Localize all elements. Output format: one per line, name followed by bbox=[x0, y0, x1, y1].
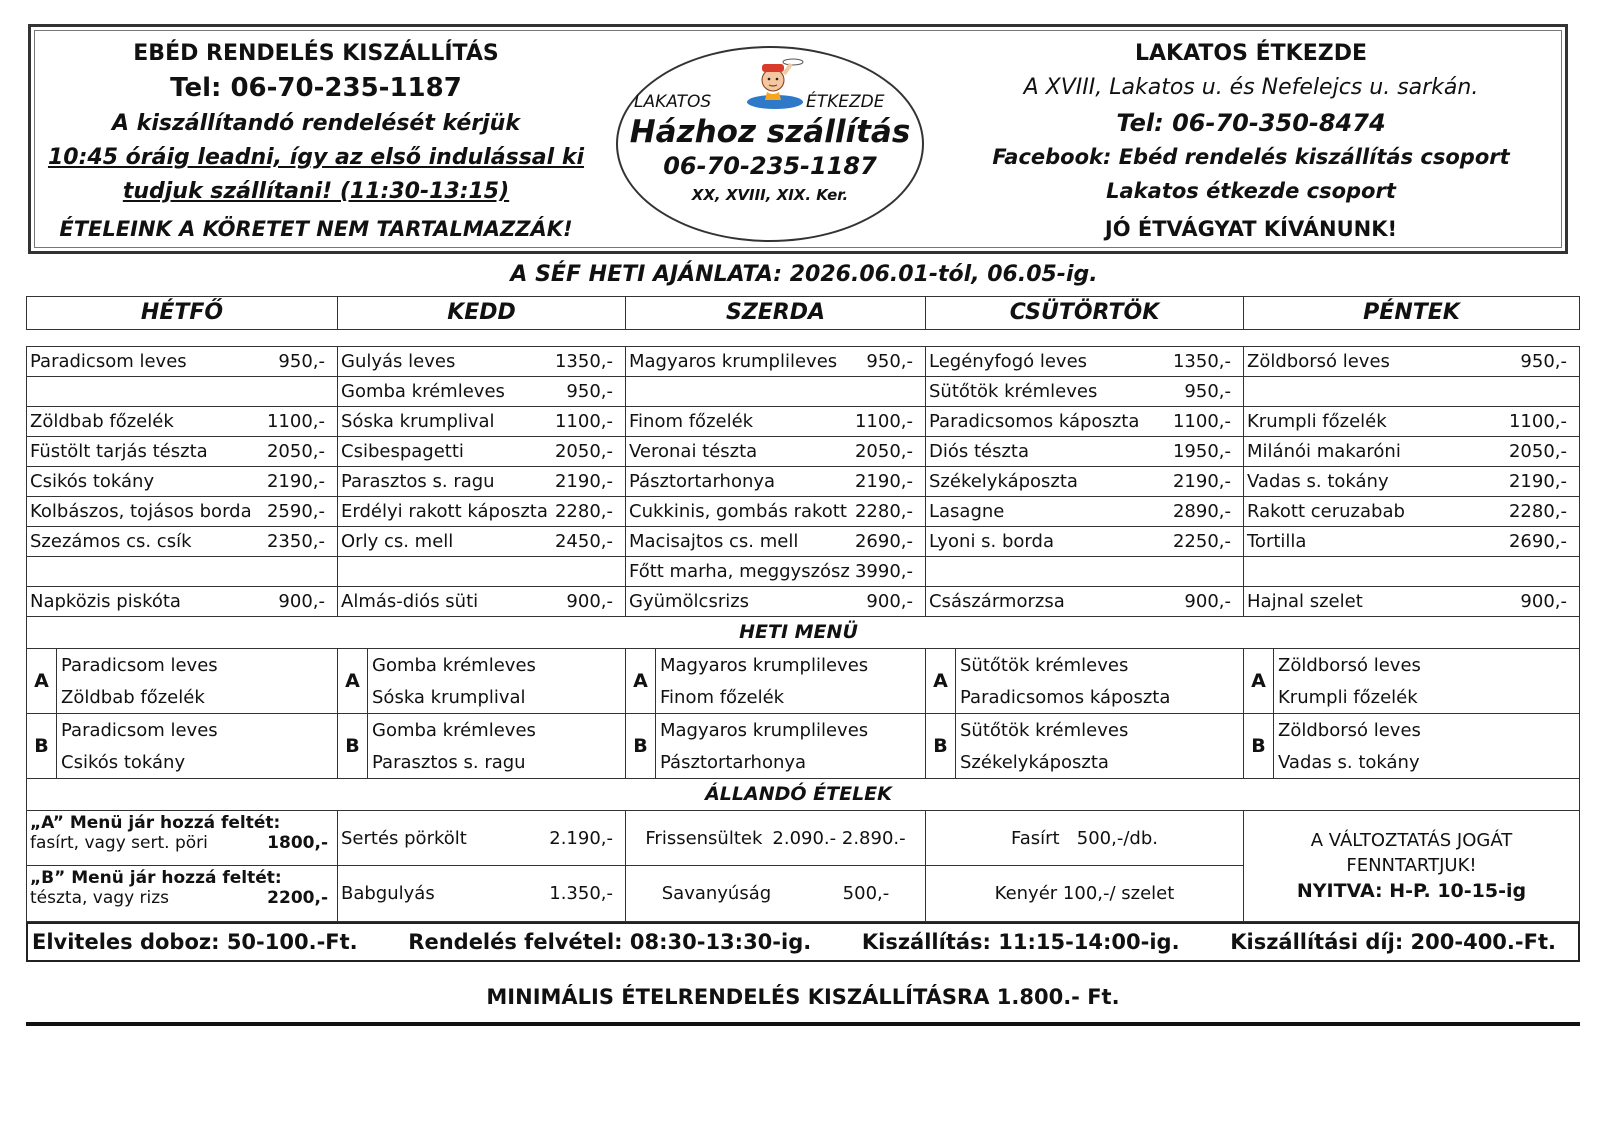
dish-cell-wednesday bbox=[626, 587, 926, 616]
menu-grid bbox=[26, 346, 1580, 922]
dish-name: Főtt marha, meggyszósz bbox=[629, 561, 850, 582]
dish-name: Székelykáposzta bbox=[929, 471, 1078, 492]
menu-main: Zöldbab főzelék bbox=[61, 686, 205, 708]
logo-phone: 06-70-235-1187 bbox=[663, 152, 877, 180]
dish-cell-tuesday bbox=[338, 467, 626, 496]
dish-price: 900,- bbox=[278, 591, 325, 612]
dish-name: Finom főzelék bbox=[629, 411, 754, 432]
dish-price: 2050,- bbox=[1508, 441, 1567, 462]
permanent-item-2-name: Babgulyás bbox=[341, 883, 435, 904]
weekly-menu-title-row bbox=[27, 617, 1579, 649]
dish-price: 2450,- bbox=[554, 531, 613, 552]
menu-main: Székelykáposzta bbox=[960, 751, 1109, 773]
weekly-menu-a-friday bbox=[1244, 649, 1579, 713]
dish-cell-monday bbox=[27, 527, 338, 556]
menu-letter: A bbox=[27, 649, 57, 713]
opening-hours: NYITVA: H-P. 10-15-ig bbox=[1296, 880, 1527, 902]
dish-name: Magyaros krumplileves bbox=[629, 351, 838, 372]
footer-order-hours: Rendelés felvétel: 08:30-13:30-ig. bbox=[408, 930, 812, 954]
dish-cell-monday bbox=[27, 347, 338, 376]
weekly-menu-a-monday bbox=[27, 649, 338, 713]
menu-lines bbox=[656, 714, 868, 778]
dish-name: Parasztos s. ragu bbox=[341, 471, 495, 492]
dish-cell-monday bbox=[27, 587, 338, 616]
dish-price: 2350,- bbox=[266, 531, 325, 552]
dish-price: 2590,- bbox=[266, 501, 325, 522]
menu-letter: B bbox=[1244, 714, 1274, 778]
menu-main: Paradicsomos káposzta bbox=[960, 686, 1171, 708]
permanent-item-4-name: Savanyúság bbox=[661, 883, 772, 904]
permanent-item-2-price: 1.350,- bbox=[549, 883, 613, 904]
permanent-item-5: Fasírt 500,-/db. bbox=[926, 811, 1243, 866]
permanent-title-row bbox=[27, 779, 1579, 811]
menu-letter: A bbox=[1244, 649, 1274, 713]
weekly-menu-b-row bbox=[27, 714, 1579, 779]
dish-price: 1100,- bbox=[1508, 411, 1567, 432]
minimum-order-note: MINIMÁLIS ÉTELRENDELÉS KISZÁLLÍTÁSRA 1.800.- Ft. bbox=[486, 985, 1120, 1009]
permanent-title: ÁLLANDÓ ÉTELEK bbox=[705, 783, 892, 805]
permanent-item-1-name: Sertés pörkölt bbox=[341, 827, 467, 849]
dish-price: 2890,- bbox=[1172, 501, 1231, 522]
weekly-menu-b-thursday bbox=[926, 714, 1244, 778]
dish-price: 1100,- bbox=[266, 411, 325, 432]
weekly-menu-a-tuesday bbox=[338, 649, 626, 713]
menu-soup: Gomba krémleves bbox=[372, 719, 536, 741]
dish-name: Gyümölcsrizs bbox=[629, 591, 750, 612]
logo-right-word: ÉTKEZDE bbox=[806, 92, 885, 112]
permanent-item-3-price: 2.090.- 2.890.- bbox=[772, 827, 906, 849]
day-header-tuesday: KEDD bbox=[338, 297, 626, 329]
menu-lines bbox=[656, 649, 868, 713]
menu-letter: B bbox=[338, 714, 368, 778]
dish-cell-thursday bbox=[926, 437, 1244, 466]
menu-main: Parasztos s. ragu bbox=[372, 751, 526, 773]
dish-name: Zöldbab főzelék bbox=[30, 411, 174, 432]
footer-takeaway-box: Elviteles doboz: 50-100.-Ft. bbox=[32, 930, 358, 954]
menu-main: Sóska krumplival bbox=[372, 686, 526, 708]
dish-cell-thursday bbox=[926, 527, 1244, 556]
day-header-monday: HÉTFŐ bbox=[27, 297, 338, 329]
weekly-menu-a-wednesday bbox=[626, 649, 926, 713]
dish-price: 1350,- bbox=[554, 351, 613, 372]
dish-cell-thursday bbox=[926, 407, 1244, 436]
dish-cell-thursday bbox=[926, 347, 1244, 376]
dish-price: 950,- bbox=[1184, 381, 1231, 402]
dish-cell-thursday bbox=[926, 377, 1244, 406]
menu-main: Pásztortarhonya bbox=[660, 751, 807, 773]
dish-row bbox=[27, 557, 1579, 587]
dish-cell-monday bbox=[27, 407, 338, 436]
dish-cell-tuesday bbox=[338, 377, 626, 406]
dish-name: Paradicsomos káposzta bbox=[929, 411, 1140, 432]
dish-name: Erdélyi rakott káposzta bbox=[341, 501, 548, 522]
dish-price: 2050,- bbox=[554, 441, 613, 462]
dish-cell-tuesday bbox=[338, 497, 626, 526]
logo-left-word: LAKATOS bbox=[634, 92, 712, 112]
right-group: Lakatos étkezde csoport bbox=[1106, 179, 1396, 203]
week-title: A SÉF HETI AJÁNLATA: 2026.06.01-tól, 06.05-ig. bbox=[510, 262, 1098, 287]
left-title: EBÉD RENDELÉS KISZÁLLÍTÁS bbox=[133, 41, 499, 66]
dish-cell-wednesday bbox=[626, 377, 926, 406]
permanent-col-4 bbox=[926, 811, 1244, 921]
menu-soup: Zöldborsó leves bbox=[1278, 654, 1421, 676]
dish-name: Lasagne bbox=[929, 501, 1005, 522]
dish-cell-monday bbox=[27, 557, 338, 586]
dish-cell-thursday bbox=[926, 587, 1244, 616]
menu-letter: A bbox=[626, 649, 656, 713]
menu-letter: B bbox=[626, 714, 656, 778]
dish-name: Szezámos cs. csík bbox=[30, 531, 192, 552]
dish-name: Csikós tokány bbox=[30, 471, 155, 492]
dish-name: Krumpli főzelék bbox=[1247, 411, 1387, 432]
menu-main: Krumpli főzelék bbox=[1278, 686, 1418, 708]
dish-row bbox=[27, 377, 1579, 407]
left-notice: ÉTELEINK A KÖRETET NEM TARTALMAZZÁK! bbox=[59, 217, 573, 241]
dish-price: 2190,- bbox=[1172, 471, 1231, 492]
dish-cell-wednesday bbox=[626, 347, 926, 376]
dish-name: Almás-diós süti bbox=[341, 591, 479, 612]
dish-name: Legényfogó leves bbox=[929, 351, 1088, 372]
dish-name: Pásztortarhonya bbox=[629, 471, 776, 492]
right-title: LAKATOS ÉTKEZDE bbox=[1135, 41, 1367, 66]
dish-row bbox=[27, 437, 1579, 467]
day-header-friday: PÉNTEK bbox=[1363, 300, 1460, 325]
dish-cell-friday bbox=[1244, 527, 1579, 556]
dish-price: 950,- bbox=[866, 351, 913, 372]
dish-row bbox=[27, 497, 1579, 527]
menu-soup: Sütőtök krémleves bbox=[960, 719, 1129, 741]
menu-soup: Paradicsom leves bbox=[61, 719, 218, 741]
dish-cell-friday bbox=[1244, 347, 1579, 376]
dish-name: Csibespagetti bbox=[341, 441, 464, 462]
menu-lines bbox=[368, 649, 536, 713]
menu-a-topping-text: fasírt, vagy sert. pöri bbox=[30, 833, 208, 853]
dish-price: 900,- bbox=[866, 591, 913, 612]
dish-cell-monday bbox=[27, 467, 338, 496]
menu-soup: Magyaros krumplileves bbox=[660, 654, 869, 676]
footer-delivery-hours: Kiszállítás: 11:15-14:00-ig. bbox=[861, 930, 1180, 954]
menu-b-topping-title: „B” Menü jár hozzá feltét: bbox=[30, 868, 282, 888]
footer-delivery-fee: Kiszállítási díj: 200-400.-Ft. bbox=[1230, 930, 1556, 954]
menu-letter: B bbox=[926, 714, 956, 778]
dish-cell-wednesday bbox=[626, 407, 926, 436]
permanent-row bbox=[27, 811, 1579, 921]
dish-price: 1100,- bbox=[854, 411, 913, 432]
permanent-item-6: Kenyér 100,-/ szelet bbox=[994, 883, 1175, 904]
dish-cell-monday bbox=[27, 497, 338, 526]
dish-name: Macisajtos cs. mell bbox=[629, 531, 799, 552]
dish-cell-tuesday bbox=[338, 557, 626, 586]
day-header-wednesday: SZERDA bbox=[626, 297, 926, 329]
right-address: A XVIII, Lakatos u. és Nefelejcs u. sarkán. bbox=[1023, 75, 1479, 100]
bottom-rule bbox=[26, 1022, 1580, 1026]
menu-lines bbox=[57, 649, 218, 713]
dish-price: 1100,- bbox=[554, 411, 613, 432]
dish-name: Cukkinis, gombás rakott bbox=[629, 501, 847, 522]
dish-price: 950,- bbox=[278, 351, 325, 372]
menu-lines bbox=[956, 714, 1128, 778]
notice-line-1: A VÁLTOZTATÁS JOGÁT bbox=[1310, 830, 1513, 851]
dish-price: 2190,- bbox=[266, 471, 325, 492]
weekly-menu-a-thursday bbox=[926, 649, 1244, 713]
menu-a-topping-title: „A” Menü jár hozzá feltét: bbox=[30, 813, 281, 833]
dish-cell-friday bbox=[1244, 377, 1579, 406]
right-phone: Tel: 06-70-350-8474 bbox=[1116, 109, 1386, 137]
weekly-menu-b-wednesday bbox=[626, 714, 926, 778]
dish-cell-wednesday bbox=[626, 467, 926, 496]
dish-name: Hajnal szelet bbox=[1247, 591, 1363, 612]
dish-price: 900,- bbox=[566, 591, 613, 612]
dish-name: Lyoni s. borda bbox=[929, 531, 1054, 552]
menu-lines bbox=[956, 649, 1170, 713]
permanent-item-3-name: Frissensültek bbox=[645, 827, 763, 849]
menu-toppings-cell bbox=[27, 811, 338, 921]
dish-name: Paradicsom leves bbox=[30, 351, 187, 372]
dish-price: 2050,- bbox=[854, 441, 913, 462]
left-line3: tudjuk szállítani! (11:30-13:15) bbox=[122, 179, 510, 204]
menu-lines bbox=[57, 714, 218, 778]
dish-cell-friday bbox=[1244, 587, 1579, 616]
dish-price: 1950,- bbox=[1172, 441, 1231, 462]
logo-districts: XX, XVIII, XIX. Ker. bbox=[691, 186, 849, 204]
permanent-item-4-price: 500,- bbox=[842, 883, 890, 904]
dish-name: Vadas s. tokány bbox=[1247, 471, 1389, 492]
dish-name: Sóska krumplival bbox=[341, 411, 495, 432]
dish-cell-friday bbox=[1244, 467, 1579, 496]
dish-cell-tuesday bbox=[338, 437, 626, 466]
dish-row bbox=[27, 587, 1579, 617]
menu-b-topping bbox=[27, 866, 337, 921]
menu-letter: A bbox=[338, 649, 368, 713]
menu-main: Csikós tokány bbox=[61, 751, 186, 773]
dish-price: 2190,- bbox=[1508, 471, 1567, 492]
menu-letter: B bbox=[27, 714, 57, 778]
dish-row bbox=[27, 467, 1579, 497]
dish-cell-tuesday bbox=[338, 527, 626, 556]
menu-a-topping-price: 1800,- bbox=[267, 833, 328, 853]
dish-cell-wednesday bbox=[626, 557, 926, 586]
menu-soup: Magyaros krumplileves bbox=[660, 719, 869, 741]
dish-price: 2690,- bbox=[854, 531, 913, 552]
menu-a-topping bbox=[27, 811, 337, 866]
permanent-col-3 bbox=[626, 811, 926, 921]
logo-title: Házhoz szállítás bbox=[629, 114, 911, 150]
dish-price: 2690,- bbox=[1508, 531, 1567, 552]
menu-lines bbox=[1274, 649, 1421, 713]
menu-b-topping-text: tészta, vagy rizs bbox=[30, 888, 170, 908]
dish-price: 950,- bbox=[1520, 351, 1567, 372]
dish-cell-tuesday bbox=[338, 347, 626, 376]
dish-row bbox=[27, 527, 1579, 557]
dish-price: 950,- bbox=[566, 381, 613, 402]
dish-price: 900,- bbox=[1184, 591, 1231, 612]
menu-soup: Paradicsom leves bbox=[61, 654, 218, 676]
left-line1: A kiszállítandó rendelését kérjük bbox=[112, 111, 520, 136]
dish-price: 1350,- bbox=[1172, 351, 1231, 372]
dish-price: 2280,- bbox=[854, 501, 913, 522]
dish-cell-tuesday bbox=[338, 587, 626, 616]
weekly-menu-b-tuesday bbox=[338, 714, 626, 778]
dish-cell-thursday bbox=[926, 497, 1244, 526]
menu-main: Vadas s. tokány bbox=[1278, 751, 1420, 773]
dish-rows bbox=[27, 347, 1579, 617]
dish-cell-wednesday bbox=[626, 497, 926, 526]
dish-name: Veronai tészta bbox=[629, 441, 758, 462]
dish-row bbox=[27, 407, 1579, 437]
menu-soup: Zöldborsó leves bbox=[1278, 719, 1421, 741]
dish-price: 2280,- bbox=[1508, 501, 1567, 522]
footer-info-box bbox=[26, 922, 1580, 962]
menu-soup: Gomba krémleves bbox=[372, 654, 536, 676]
chef-icon bbox=[745, 54, 805, 110]
dish-name: Gomba krémleves bbox=[341, 381, 505, 402]
dish-price: 2190,- bbox=[554, 471, 613, 492]
dish-price: 2050,- bbox=[266, 441, 325, 462]
dish-name: Tortilla bbox=[1247, 531, 1307, 552]
dish-name: Milánói makaróni bbox=[1247, 441, 1401, 462]
dish-cell-thursday bbox=[926, 467, 1244, 496]
weekly-menu-a-row bbox=[27, 649, 1579, 714]
dish-price: 1100,- bbox=[1172, 411, 1231, 432]
menu-lines bbox=[368, 714, 536, 778]
dish-cell-monday bbox=[27, 437, 338, 466]
day-header-thursday: CSÜTÖRTÖK bbox=[926, 297, 1244, 329]
left-phone: Tel: 06-70-235-1187 bbox=[170, 73, 462, 103]
day-header-row bbox=[26, 296, 1580, 330]
dish-price: 2190,- bbox=[854, 471, 913, 492]
menu-lines bbox=[1274, 714, 1421, 778]
weekly-menu-b-friday bbox=[1244, 714, 1579, 778]
menu-letter: A bbox=[926, 649, 956, 713]
dish-cell-wednesday bbox=[626, 527, 926, 556]
dish-name: Napközis piskóta bbox=[30, 591, 181, 612]
notice-line-2: FENNTARTJUK! bbox=[1346, 855, 1477, 876]
weekly-menu-b-monday bbox=[27, 714, 338, 778]
menu-b-topping-price: 2200,- bbox=[267, 888, 328, 908]
dish-cell-tuesday bbox=[338, 407, 626, 436]
dish-price: 900,- bbox=[1520, 591, 1567, 612]
notice-cell bbox=[1244, 811, 1579, 921]
menu-soup: Sütőtök krémleves bbox=[960, 654, 1129, 676]
right-facebook: Facebook: Ebéd rendelés kiszállítás csoport bbox=[992, 145, 1510, 169]
dish-price: 3990,- bbox=[854, 561, 913, 582]
dish-cell-wednesday bbox=[626, 437, 926, 466]
dish-cell-friday bbox=[1244, 557, 1579, 586]
dish-cell-friday bbox=[1244, 437, 1579, 466]
dish-cell-monday bbox=[27, 377, 338, 406]
weekly-menu-title: HETI MENÜ bbox=[739, 621, 858, 643]
dish-row bbox=[27, 347, 1579, 377]
permanent-col-2 bbox=[338, 811, 626, 921]
dish-cell-friday bbox=[1244, 497, 1579, 526]
dish-price: 2280,- bbox=[554, 501, 613, 522]
right-wish: JÓ ÉTVÁGYAT KÍVÁNUNK! bbox=[1104, 217, 1398, 241]
dish-price: 2250,- bbox=[1172, 531, 1231, 552]
dish-name: Diós tészta bbox=[929, 441, 1030, 462]
dish-name: Sütőtök krémleves bbox=[929, 381, 1098, 402]
dish-name: Orly cs. mell bbox=[341, 531, 454, 552]
dish-name: Füstölt tarjás tészta bbox=[30, 441, 208, 462]
dish-name: Császármorzsa bbox=[929, 591, 1065, 612]
dish-name: Zöldborsó leves bbox=[1247, 351, 1390, 372]
dish-cell-thursday bbox=[926, 557, 1244, 586]
dish-name: Gulyás leves bbox=[341, 351, 456, 372]
permanent-item-1-price: 2.190,- bbox=[549, 827, 613, 849]
logo-badge bbox=[616, 46, 924, 242]
dish-cell-friday bbox=[1244, 407, 1579, 436]
dish-name: Kolbászos, tojásos borda bbox=[30, 501, 252, 522]
menu-main: Finom főzelék bbox=[660, 686, 785, 708]
dish-name: Rakott ceruzabab bbox=[1247, 501, 1405, 522]
left-line2: 10:45 óráig leadni, így az első indulással ki bbox=[47, 145, 585, 170]
